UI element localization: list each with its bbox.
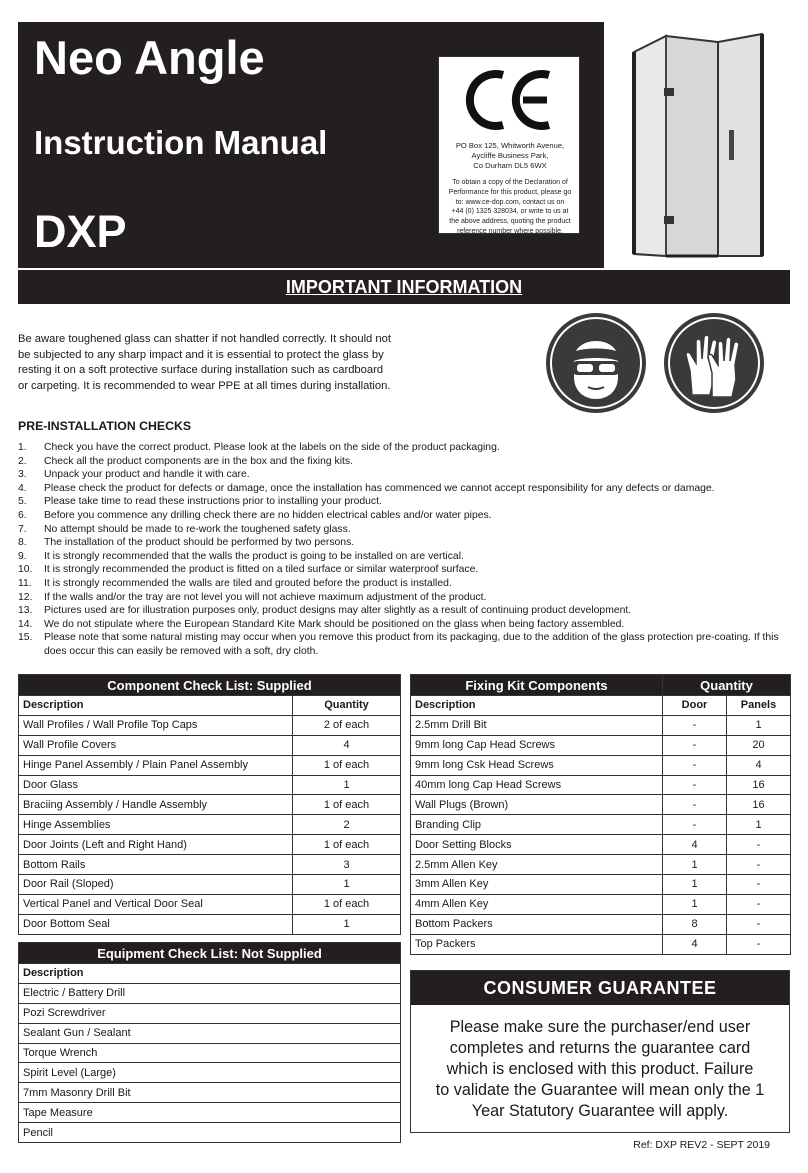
address-line: Co Durham DL5 6WX xyxy=(473,161,547,170)
cell-desc: Sealant Gun / Sealant xyxy=(19,1023,401,1043)
cell-desc: Torque Wrench xyxy=(19,1043,401,1063)
address-line: PO Box 125, Whitworth Avenue, xyxy=(455,141,565,150)
table-row xyxy=(411,894,791,914)
item-number: 8. xyxy=(18,537,27,549)
list-item xyxy=(18,509,790,523)
component-check-table xyxy=(18,674,401,935)
item-text: Before you commence any drilling check there are no hidden electrical cables and/or water pipes. xyxy=(44,509,492,521)
list-item xyxy=(18,455,790,469)
guarantee-line: Please make sure the purchaser/end user xyxy=(449,1018,751,1036)
model-name: DXP xyxy=(34,206,127,257)
cell-qty: 1 of each xyxy=(293,795,401,815)
cell-qty: 1 of each xyxy=(293,755,401,775)
list-item xyxy=(18,441,790,455)
fixing-kit-quantity-title: Quantity xyxy=(663,675,791,696)
item-text: Please check the product for defects or damage, once the installation has commenced we cannot accept responsibility for any defects or damage. xyxy=(44,482,715,494)
consumer-guarantee-box xyxy=(410,970,790,1133)
warning-line: or carpeting. It is recommended to wear PPE at all times during installation. xyxy=(18,379,391,392)
cell-panels: 1 xyxy=(727,815,791,835)
list-item xyxy=(18,577,790,591)
cell-door: 1 xyxy=(663,855,727,875)
list-item xyxy=(18,591,790,605)
item-number: 5. xyxy=(18,496,27,508)
table-row xyxy=(19,715,401,735)
table-row xyxy=(411,815,791,835)
warning-line: resting it on a soft protective surface during installation such as cardboard xyxy=(18,364,384,376)
cell-desc: 9mm long Csk Head Screws xyxy=(411,755,663,775)
table-row xyxy=(19,894,401,914)
item-number: 2. xyxy=(18,455,27,467)
manual-subtitle: Instruction Manual xyxy=(34,124,328,161)
cell-panels: - xyxy=(727,835,791,855)
col-door: Door xyxy=(663,696,727,716)
item-text: If the walls and/or the tray are not level you will not achieve maximum adjustment of the product. xyxy=(44,591,487,603)
item-number: 10. xyxy=(18,564,33,576)
declaration-line: reference number where possible. xyxy=(457,227,563,235)
cell-qty: 2 of each xyxy=(293,715,401,735)
cell-desc: Door Rail (Sloped) xyxy=(19,875,293,895)
cell-qty: 4 xyxy=(293,735,401,755)
cell-panels: - xyxy=(727,894,791,914)
cell-desc: Top Packers xyxy=(411,934,663,954)
cell-desc: Door Joints (Left and Right Hand) xyxy=(19,835,293,855)
item-text: The installation of the product should be performed by two persons. xyxy=(44,537,355,549)
cell-door: - xyxy=(663,715,727,735)
important-title: IMPORTANT INFORMATION xyxy=(285,277,523,297)
cell-desc: 7mm Masonry Drill Bit xyxy=(19,1083,401,1103)
cell-door: 4 xyxy=(663,934,727,954)
glass-warning-text xyxy=(18,332,418,394)
table-row xyxy=(19,875,401,895)
item-text: Please note that some natural misting may occur when you remove this product from its packaging, due to the addition of the glass protection pre-coating. If this does occur this can easily be removed with a soft, dry cloth. xyxy=(44,632,779,657)
cell-desc: 9mm long Cap Head Screws xyxy=(411,735,663,755)
cell-desc: Bottom Rails xyxy=(19,855,293,875)
guarantee-line: completes and returns the guarantee card xyxy=(449,1039,751,1057)
cell-desc: Hinge Assemblies xyxy=(19,815,293,835)
pre-installation-title: PRE-INSTALLATION CHECKS xyxy=(18,419,192,433)
item-number: 13. xyxy=(18,605,33,617)
list-item xyxy=(18,495,790,509)
cell-panels: 1 xyxy=(727,715,791,735)
list-item xyxy=(18,523,790,537)
cell-desc: 2.5mm Allen Key xyxy=(411,855,663,875)
item-number: 3. xyxy=(18,469,27,481)
list-item xyxy=(18,563,790,577)
list-item xyxy=(18,536,790,550)
cell-door: - xyxy=(663,755,727,775)
safety-goggles-icon xyxy=(544,311,648,415)
item-text: It is strongly recommended the walls are tiled and grouted before the product is installed. xyxy=(44,577,452,589)
cell-desc: 40mm long Cap Head Screws xyxy=(411,775,663,795)
table-row xyxy=(19,1023,401,1043)
cell-desc: Electric / Battery Drill xyxy=(19,983,401,1003)
declaration-line: to: www.ce-dop.com, contact us on xyxy=(455,198,565,206)
document-reference: Ref: DXP REV2 - SEPT 2019 xyxy=(633,1139,770,1151)
cell-desc: Hinge Panel Assembly / Plain Panel Assembly xyxy=(19,755,293,775)
cell-qty: 1 of each xyxy=(293,894,401,914)
col-description: Description xyxy=(19,696,293,716)
table-row xyxy=(411,775,791,795)
cell-desc: Branding Clip xyxy=(411,815,663,835)
table-row xyxy=(19,1103,401,1123)
declaration-line: the above address, quoting the product xyxy=(449,218,571,226)
cell-qty: 1 xyxy=(293,775,401,795)
cell-desc: Bottom Packers xyxy=(411,914,663,934)
cell-desc: Tape Measure xyxy=(19,1103,401,1123)
table-row xyxy=(19,1123,401,1143)
warning-line: Be aware toughened glass can shatter if not handled correctly. It should not xyxy=(18,333,391,345)
list-item xyxy=(18,550,790,564)
list-item xyxy=(18,604,790,618)
table-row xyxy=(19,815,401,835)
item-number: 11. xyxy=(18,577,32,589)
safety-gloves-icon xyxy=(662,311,766,415)
fixing-kit-table xyxy=(410,674,791,955)
cell-desc: Wall Profile Covers xyxy=(19,735,293,755)
table-row xyxy=(19,755,401,775)
cell-desc: Wall Profiles / Wall Profile Top Caps xyxy=(19,715,293,735)
cell-desc: Wall Plugs (Brown) xyxy=(411,795,663,815)
item-text: Pictures used are for illustration purposes only, product designs may alter slightly as a result of continuing product development. xyxy=(44,605,632,617)
table-row xyxy=(19,1083,401,1103)
item-number: 1. xyxy=(18,442,27,453)
component-table-title: Component Check List: Supplied xyxy=(19,675,401,696)
list-item xyxy=(18,618,790,632)
pre-installation-list xyxy=(18,441,790,659)
item-number: 6. xyxy=(18,509,27,521)
table-row xyxy=(411,875,791,895)
cell-desc: 4mm Allen Key xyxy=(411,894,663,914)
table-row xyxy=(19,1063,401,1083)
table-row xyxy=(19,735,401,755)
declaration-line: +44 (0) 1325 328034, or write to us at xyxy=(451,208,569,216)
cell-desc: Pozi Screwdriver xyxy=(19,1003,401,1023)
cell-door: 8 xyxy=(663,914,727,934)
table-row xyxy=(19,1043,401,1063)
item-number: 14. xyxy=(18,618,33,630)
cell-desc: Door Glass xyxy=(19,775,293,795)
item-text: We do not stipulate where the European Standard Kite Mark should be positioned on the glass when being factory assembled. xyxy=(44,618,625,630)
cell-panels: - xyxy=(727,934,791,954)
cell-panels: 16 xyxy=(727,775,791,795)
table-row xyxy=(411,715,791,735)
cell-desc: Door Setting Blocks xyxy=(411,835,663,855)
item-number: 12. xyxy=(18,591,33,603)
cell-desc: Spirit Level (Large) xyxy=(19,1063,401,1083)
item-number: 7. xyxy=(18,523,27,535)
cell-desc: Vertical Panel and Vertical Door Seal xyxy=(19,894,293,914)
list-item xyxy=(18,468,790,482)
guarantee-line: to validate the Guarantee will mean only the 1 xyxy=(435,1081,765,1099)
cell-door: - xyxy=(663,795,727,815)
item-number: 15. xyxy=(18,632,33,644)
table-row xyxy=(411,795,791,815)
table-row xyxy=(411,735,791,755)
ce-address xyxy=(443,141,577,171)
table-row xyxy=(19,835,401,855)
warning-line: be subjected to any sharp impact and it is essential to protect the glass by xyxy=(18,348,384,361)
table-row xyxy=(411,914,791,934)
cell-desc: 3mm Allen Key xyxy=(411,875,663,895)
guarantee-text xyxy=(419,1017,781,1122)
cell-door: 1 xyxy=(663,875,727,895)
cell-panels: - xyxy=(727,855,791,875)
cell-panels: 20 xyxy=(727,735,791,755)
guarantee-line: which is enclosed with this product. Failure xyxy=(446,1060,754,1078)
item-number: 4. xyxy=(18,482,27,494)
table-row xyxy=(19,795,401,815)
table-row xyxy=(411,755,791,775)
table-row xyxy=(411,934,791,954)
col-description: Description xyxy=(411,696,663,716)
cell-door: - xyxy=(663,815,727,835)
cell-desc: Pencil xyxy=(19,1123,401,1143)
col-description: Description xyxy=(19,964,401,984)
item-text: Check all the product components are in the box and the fixing kits. xyxy=(44,455,354,467)
declaration-line: Performance for this product, please go xyxy=(448,188,572,196)
table-row xyxy=(19,855,401,875)
item-text: Please take time to read these instructions prior to installing your product. xyxy=(44,496,382,508)
cell-qty: 3 xyxy=(293,855,401,875)
table-row xyxy=(411,835,791,855)
col-quantity: Quantity xyxy=(293,696,401,716)
cell-qty: 1 of each xyxy=(293,835,401,855)
declaration-line: To obtain a copy of the Declaration of xyxy=(452,179,568,186)
cell-desc: Door Bottom Seal xyxy=(19,914,293,934)
fixing-kit-title: Fixing Kit Components xyxy=(411,675,663,696)
item-text: No attempt should be made to re-work the toughened safety glass. xyxy=(44,523,351,535)
cell-door: - xyxy=(663,775,727,795)
col-panels: Panels xyxy=(727,696,791,716)
ce-declaration-text xyxy=(443,178,577,237)
equipment-table-title: Equipment Check List: Not Supplied xyxy=(19,943,401,964)
table-row xyxy=(19,1003,401,1023)
item-text: Unpack your product and handle it with care. xyxy=(44,469,250,481)
cell-desc: 2.5mm Drill Bit xyxy=(411,715,663,735)
table-row xyxy=(19,775,401,795)
cell-qty: 1 xyxy=(293,875,401,895)
item-number: 9. xyxy=(18,550,27,562)
guarantee-line: Year Statutory Guarantee will apply. xyxy=(471,1102,729,1120)
table-row xyxy=(19,983,401,1003)
cell-door: 4 xyxy=(663,835,727,855)
cell-desc: Braciing Assembly / Handle Assembly xyxy=(19,795,293,815)
cell-qty: 1 xyxy=(293,914,401,934)
product-title: Neo Angle xyxy=(34,31,265,84)
cell-door: 1 xyxy=(663,894,727,914)
table-row xyxy=(19,914,401,934)
cell-door: - xyxy=(663,735,727,755)
cell-panels: 16 xyxy=(727,795,791,815)
important-banner xyxy=(18,270,790,304)
table-row xyxy=(411,855,791,875)
list-item xyxy=(18,482,790,496)
guarantee-title: CONSUMER GUARANTEE xyxy=(411,971,789,1005)
address-line: Aycliffe Business Park, xyxy=(471,151,549,160)
item-text: It is strongly recommended the product is fitted on a tiled surface or similar waterproof surface. xyxy=(44,564,479,576)
cell-panels: - xyxy=(727,914,791,934)
item-text: Check you have the correct product. Please look at the labels on the side of the product packaging. xyxy=(44,442,500,453)
shower-enclosure-image xyxy=(622,30,772,270)
list-item xyxy=(18,631,790,658)
equipment-check-table xyxy=(18,942,401,1143)
cell-qty: 2 xyxy=(293,815,401,835)
ce-declaration-box xyxy=(438,56,580,234)
item-text: It is strongly recommended that the walls the product is going to be installed on are vertical. xyxy=(44,550,464,562)
cell-panels: 4 xyxy=(727,755,791,775)
cell-panels: - xyxy=(727,875,791,895)
ce-mark-icon xyxy=(463,67,557,133)
